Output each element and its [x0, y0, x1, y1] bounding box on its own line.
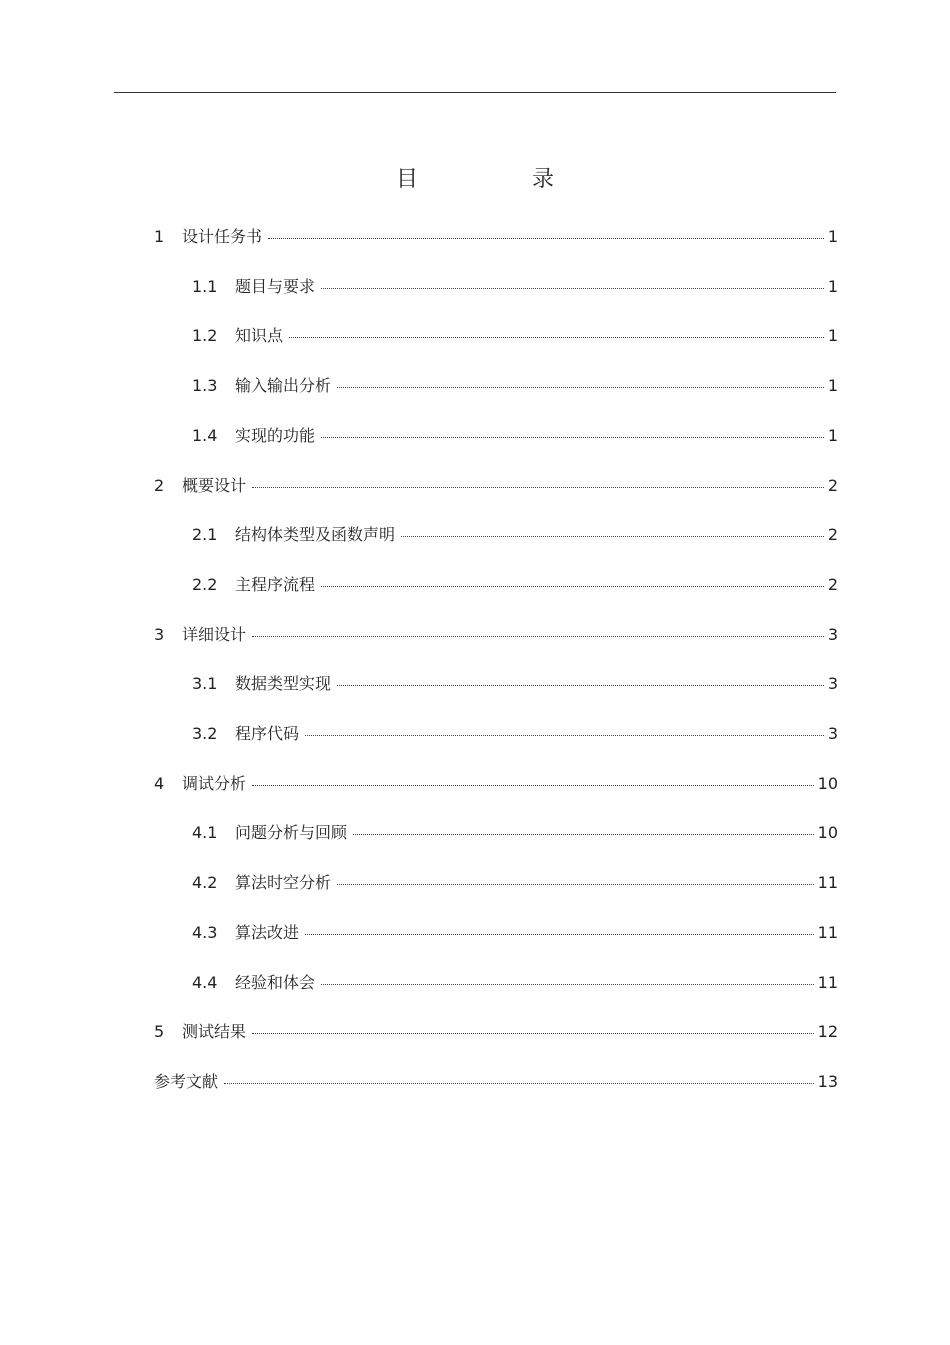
- toc-entry-number: 3.1: [192, 674, 218, 693]
- toc-entry-number: 4.1: [192, 823, 218, 842]
- toc-dot-leader: [337, 685, 824, 686]
- toc-dot-leader: [321, 984, 814, 985]
- toc-entry[interactable]: [192, 324, 838, 348]
- toc-entry-label: 主程序流程: [235, 575, 316, 594]
- toc-entry-label: 测试结果: [182, 1022, 247, 1041]
- toc-entry-label: 详细设计: [182, 625, 247, 644]
- header-rule: [114, 92, 836, 93]
- toc-entry-number: 1: [154, 227, 165, 246]
- toc-dot-leader: [305, 934, 814, 935]
- toc-dot-leader: [305, 735, 824, 736]
- toc-entry[interactable]: [192, 573, 838, 597]
- toc-entry-page: 1: [827, 376, 838, 395]
- toc-entry-page: 11: [817, 873, 838, 892]
- toc-entry-number: 1.2: [192, 326, 218, 345]
- toc-entry-number: 3.2: [192, 724, 218, 743]
- toc-entry-label: 题目与要求: [235, 277, 316, 296]
- toc-entry-page: 3: [827, 724, 838, 743]
- toc-dot-leader: [252, 1033, 814, 1034]
- toc-entry-label: 结构体类型及函数声明: [235, 525, 396, 544]
- toc-dot-leader: [268, 238, 824, 239]
- toc-entry-page: 1: [827, 227, 838, 246]
- toc-entry-label: 算法改进: [235, 923, 300, 942]
- toc-entry[interactable]: [154, 1020, 838, 1044]
- toc-entry-page: 10: [817, 823, 838, 842]
- toc-entry-number: 1.3: [192, 376, 218, 395]
- toc-entry-label: 概要设计: [182, 476, 247, 495]
- toc-dot-leader: [252, 636, 824, 637]
- toc-entry[interactable]: [192, 871, 838, 895]
- toc-entry-page: 1: [827, 326, 838, 345]
- toc-entry-label: 知识点: [235, 326, 284, 345]
- toc-dot-leader: [224, 1083, 814, 1084]
- toc-entry-page: 12: [817, 1022, 838, 1041]
- toc-entry[interactable]: [192, 374, 838, 398]
- toc-entry-number: 2: [154, 476, 165, 495]
- toc-dot-leader: [401, 536, 824, 537]
- toc-entry-label: 算法时空分析: [235, 873, 332, 892]
- toc-dot-leader: [337, 884, 814, 885]
- toc-dot-leader: [252, 487, 824, 488]
- toc-entry-page: 1: [827, 426, 838, 445]
- toc-entry[interactable]: [154, 623, 838, 647]
- toc-dot-leader: [289, 337, 824, 338]
- toc-entry-number: 1.1: [192, 277, 218, 296]
- toc-dot-leader: [321, 437, 824, 438]
- toc-entry[interactable]: [192, 921, 838, 945]
- toc-entry-label: 调试分析: [182, 774, 247, 793]
- toc-entry-number: 2.2: [192, 575, 218, 594]
- toc-entry-page: 11: [817, 923, 838, 942]
- toc-entry-label: 设计任务书: [182, 227, 263, 246]
- toc-entry[interactable]: [192, 275, 838, 299]
- toc-entry-number: 1.4: [192, 426, 218, 445]
- toc-entry-number: 4.3: [192, 923, 218, 942]
- toc-entry-label: 输入输出分析: [235, 376, 332, 395]
- toc-entry-number: 2.1: [192, 525, 218, 544]
- toc-entry-number: 3: [154, 625, 165, 644]
- toc-entry-label: 实现的功能: [235, 426, 316, 445]
- toc-entry-number: 4.2: [192, 873, 218, 892]
- toc-entry[interactable]: [192, 424, 838, 448]
- toc-entry[interactable]: [154, 772, 838, 796]
- toc-entry[interactable]: [192, 722, 838, 746]
- toc-entry[interactable]: [192, 672, 838, 696]
- toc-entry-label: 程序代码: [235, 724, 300, 743]
- toc-entry-label: 数据类型实现: [235, 674, 332, 693]
- toc-dot-leader: [337, 387, 824, 388]
- toc-entry-page: 11: [817, 973, 838, 992]
- toc-entry-number: 4: [154, 774, 165, 793]
- toc-entry-label: 参考文献: [154, 1072, 219, 1091]
- toc-entry[interactable]: [154, 1070, 838, 1094]
- toc-entry-page: 3: [827, 625, 838, 644]
- toc-entry-label: 问题分析与回顾: [235, 823, 348, 842]
- toc-entry-number: 4.4: [192, 973, 218, 992]
- toc-dot-leader: [353, 834, 814, 835]
- toc-entry-page: 13: [817, 1072, 838, 1091]
- toc-dot-leader: [321, 586, 824, 587]
- toc-entry[interactable]: [154, 225, 838, 249]
- toc-entry-label: 经验和体会: [235, 973, 316, 992]
- toc-entry[interactable]: [192, 821, 838, 845]
- toc-entry-page: 10: [817, 774, 838, 793]
- toc-dot-leader: [252, 785, 814, 786]
- page-title: 目 录: [395, 167, 600, 192]
- toc-entry-page: 2: [827, 575, 838, 594]
- toc-entry[interactable]: [192, 523, 838, 547]
- toc-entry-page: 1: [827, 277, 838, 296]
- toc-entry[interactable]: [154, 474, 838, 498]
- toc-dot-leader: [321, 288, 824, 289]
- toc-entry-page: 2: [827, 476, 838, 495]
- toc-entry-number: 5: [154, 1022, 165, 1041]
- toc-entry-page: 2: [827, 525, 838, 544]
- toc-entry-page: 3: [827, 674, 838, 693]
- toc-entry[interactable]: [192, 971, 838, 995]
